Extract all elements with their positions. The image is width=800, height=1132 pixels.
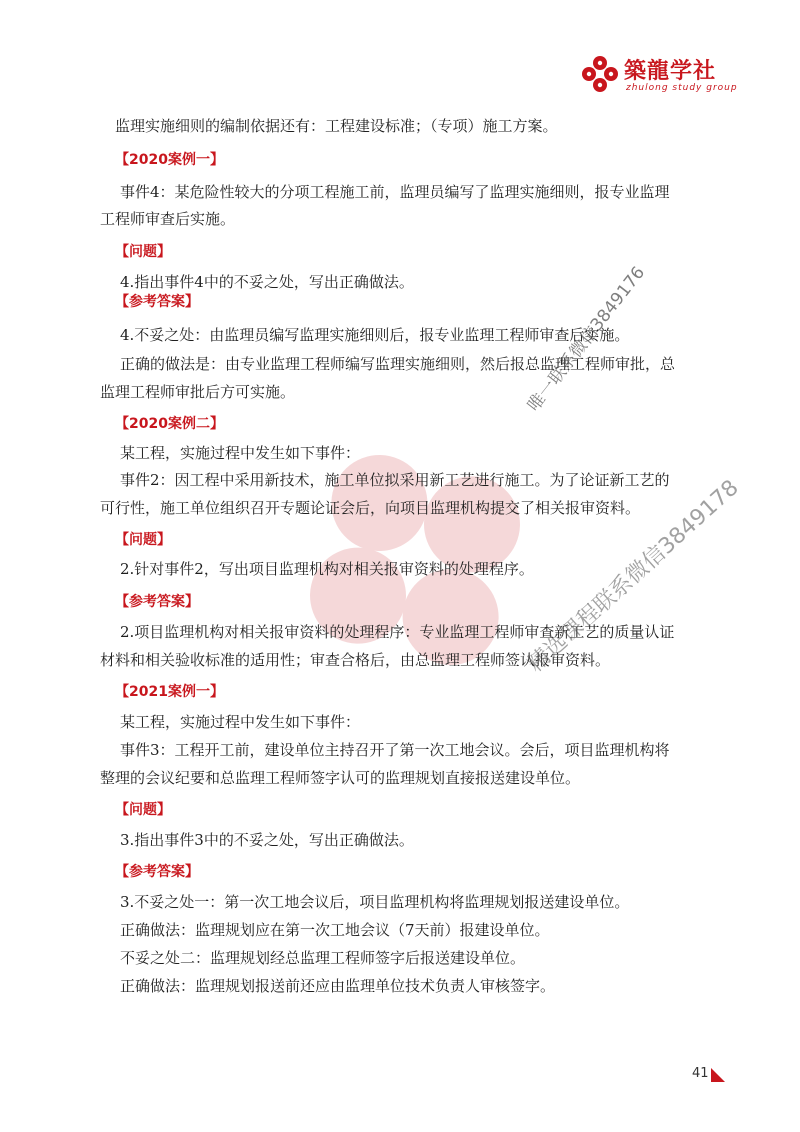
section-tag: 【问题】	[115, 532, 171, 548]
page-number: 41	[692, 1066, 709, 1081]
body-line: 可行性，施工单位组织召开专题论证会后，向项目监理机构提交了相关报审资料。	[100, 499, 641, 517]
watermark-text: 唯一联系微信3849176	[523, 263, 650, 416]
brand-logo	[580, 52, 738, 100]
body-line: 某工程，实施过程中发生如下事件：	[120, 444, 361, 462]
body-line: 4.指出事件4中的不妥之处，写出正确做法。	[120, 273, 414, 291]
body-line: 正确的做法是：由专业监理工程师编写监理实施细则，然后报总监理工程师审批，总	[120, 355, 676, 373]
body-line: 监理工程师审批后方可实施。	[100, 383, 296, 401]
section-tag: 【2020案例一】	[115, 152, 224, 168]
body-line: 事件2：因工程中采用新技术，施工单位拟采用新工艺进行施工。为了论证新工艺的	[120, 471, 670, 489]
section-tag: 【问题】	[115, 802, 171, 818]
body-line: 2.针对事件2，写出项目监理机构对相关报审资料的处理程序。	[120, 560, 534, 578]
body-line: 事件4：某危险性较大的分项工程施工前，监理员编写了监理实施细则，报专业监理	[120, 183, 670, 201]
section-tag: 【问题】	[115, 244, 171, 260]
body-line: 3.不妥之处一：第一次工地会议后，项目监理机构将监理规划报送建设单位。	[120, 893, 630, 911]
body-line: 工程师审查后实施。	[100, 210, 236, 228]
section-tag: 【参考答案】	[115, 864, 199, 880]
body-line: 2.项目监理机构对相关报审资料的处理程序：专业监理工程师审查新工艺的质量认证	[120, 623, 675, 641]
section-tag: 【2020案例二】	[115, 416, 224, 432]
brand-name: 築龍学社	[624, 58, 717, 84]
body-line: 整理的会议纪要和总监理工程师签字认可的监理规划直接报送建设单位。	[100, 769, 581, 787]
section-tag: 【参考答案】	[115, 294, 199, 310]
section-tag: 【2021案例一】	[115, 684, 224, 700]
body-line: 事件3：工程开工前，建设单位主持召开了第一次工地会议。会后，项目监理机构将	[120, 741, 670, 759]
body-line: 材料和相关验收标准的适用性；审查合格后，由总监理工程师签认报审资料。	[100, 651, 611, 669]
body-line: 不妥之处二：监理规划经总监理工程师签字后报送建设单位。	[120, 949, 526, 967]
watermark-text: 精选课程联系微信3849178	[523, 475, 744, 678]
body-line: 某工程，实施过程中发生如下事件：	[120, 713, 361, 731]
body-line: 正确做法：监理规划报送前还应由监理单位技术负责人审核签字。	[120, 977, 556, 995]
page-corner-triangle-icon	[711, 1068, 725, 1082]
body-line: 正确做法：监理规划应在第一次工地会议（7天前）报建设单位。	[120, 921, 550, 939]
flower-logo-icon	[580, 54, 620, 94]
brand-subtitle: zhulong study group	[626, 83, 738, 93]
body-line: 3.指出事件3中的不妥之处，写出正确做法。	[120, 831, 414, 849]
body-line: 4.不妥之处：由监理员编写监理实施细则后，报专业监理工程师审查后实施。	[120, 326, 630, 344]
section-tag: 【参考答案】	[115, 594, 199, 610]
body-line: 监理实施细则的编制依据还有：工程建设标准；（专项）施工方案。	[115, 117, 558, 135]
